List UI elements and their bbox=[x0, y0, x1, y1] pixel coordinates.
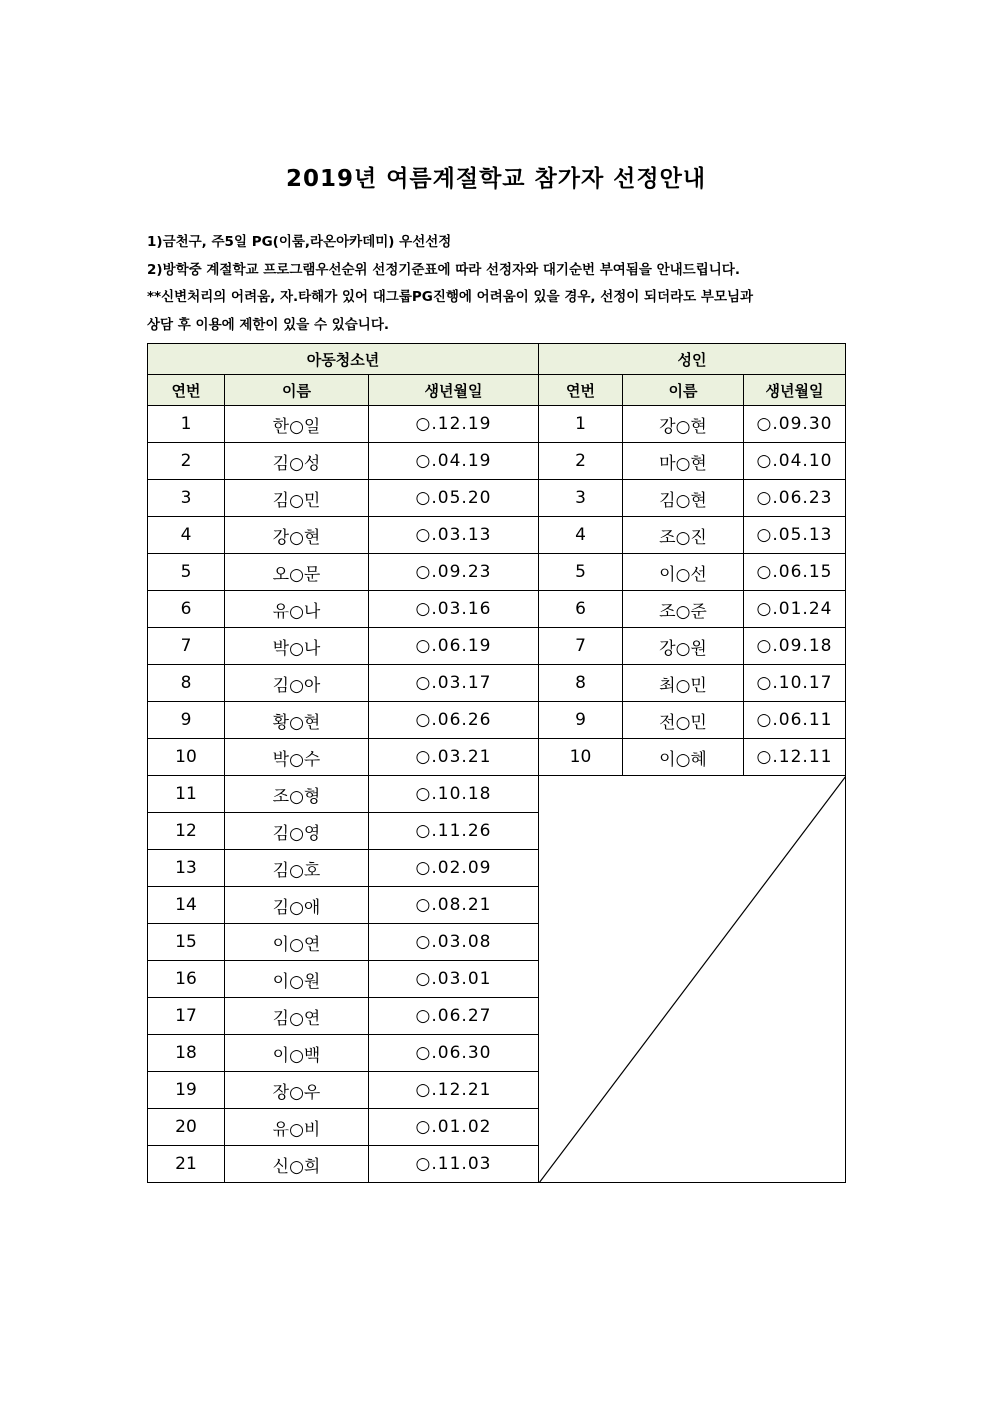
youth-birth-cell: ○.04.19 bbox=[369, 443, 539, 480]
youth-no-cell: 4 bbox=[148, 517, 225, 554]
adult-birth-cell: ○.06.15 bbox=[744, 554, 846, 591]
table-row bbox=[148, 776, 846, 813]
adult-birth-cell: ○.10.17 bbox=[744, 665, 846, 702]
group-header-row bbox=[148, 344, 846, 375]
youth-birth-cell: ○.03.17 bbox=[369, 665, 539, 702]
notice-line: 1)금천구, 주5일 PG(이룸,라온아카데미) 우선선정 bbox=[147, 234, 452, 250]
youth-name-cell: 김○연 bbox=[225, 998, 369, 1035]
youth-birth-cell: ○.11.26 bbox=[369, 813, 539, 850]
youth-birth-cell: ○.06.30 bbox=[369, 1035, 539, 1072]
adult-name-cell: 최○민 bbox=[623, 665, 744, 702]
youth-birth-cell: ○.09.23 bbox=[369, 554, 539, 591]
youth-birth-cell: ○.06.19 bbox=[369, 628, 539, 665]
youth-no-cell: 21 bbox=[148, 1146, 225, 1183]
table-row bbox=[148, 702, 846, 739]
youth-birth-cell: ○.03.01 bbox=[369, 961, 539, 998]
empty-area-diagonal bbox=[539, 776, 846, 1183]
youth-name-cell: 이○백 bbox=[225, 1035, 369, 1072]
adult-birth-cell: ○.01.24 bbox=[744, 591, 846, 628]
youth-birth-cell: ○.12.21 bbox=[369, 1072, 539, 1109]
adult-birth-cell: ○.12.11 bbox=[744, 739, 846, 776]
adult-name-cell: 조○준 bbox=[623, 591, 744, 628]
youth-birth-cell: ○.12.19 bbox=[369, 406, 539, 443]
youth-no-cell: 6 bbox=[148, 591, 225, 628]
youth-birth-cell: ○.03.13 bbox=[369, 517, 539, 554]
notice-line: 상담 후 이용에 제한이 있을 수 있습니다. bbox=[147, 316, 389, 333]
page-title: 2019년 여름계절학교 참가자 선정안내 bbox=[285, 166, 707, 192]
youth-name-cell: 황○현 bbox=[225, 702, 369, 739]
adult-name-cell: 이○혜 bbox=[623, 739, 744, 776]
column-header-no: 연번 bbox=[148, 375, 225, 406]
table-row bbox=[148, 554, 846, 591]
column-header-birth: 생년월일 bbox=[744, 375, 846, 406]
youth-name-cell: 김○민 bbox=[225, 480, 369, 517]
youth-birth-cell: ○.06.27 bbox=[369, 998, 539, 1035]
youth-no-cell: 16 bbox=[148, 961, 225, 998]
table-row bbox=[148, 517, 846, 554]
adult-name-cell: 김○현 bbox=[623, 480, 744, 517]
group-header-adult: 성인 bbox=[539, 344, 846, 375]
youth-name-cell: 강○현 bbox=[225, 517, 369, 554]
youth-name-cell: 유○나 bbox=[225, 591, 369, 628]
notice-line: **신변처리의 어려움, 자.타해가 있어 대그룹PG진행에 어려움이 있을 경우, 선정이 되더라도 부모님과 bbox=[147, 289, 754, 305]
adult-name-cell: 전○민 bbox=[623, 702, 744, 739]
column-header-no: 연번 bbox=[539, 375, 623, 406]
table-row bbox=[148, 739, 846, 776]
adult-no-cell: 10 bbox=[539, 739, 623, 776]
table-row bbox=[148, 443, 846, 480]
youth-no-cell: 12 bbox=[148, 813, 225, 850]
table-row bbox=[148, 628, 846, 665]
youth-no-cell: 5 bbox=[148, 554, 225, 591]
diagonal-line bbox=[539, 776, 846, 1183]
youth-no-cell: 1 bbox=[148, 406, 225, 443]
adult-birth-cell: ○.06.23 bbox=[744, 480, 846, 517]
youth-birth-cell: ○.10.18 bbox=[369, 776, 539, 813]
adult-no-cell: 8 bbox=[539, 665, 623, 702]
table-row bbox=[148, 406, 846, 443]
youth-name-cell: 오○문 bbox=[225, 554, 369, 591]
column-header-name: 이름 bbox=[225, 375, 369, 406]
adult-name-cell: 강○현 bbox=[623, 406, 744, 443]
youth-no-cell: 18 bbox=[148, 1035, 225, 1072]
youth-name-cell: 박○수 bbox=[225, 739, 369, 776]
column-header-name: 이름 bbox=[623, 375, 744, 406]
adult-birth-cell: ○.06.11 bbox=[744, 702, 846, 739]
adult-no-cell: 1 bbox=[539, 406, 623, 443]
youth-birth-cell: ○.02.09 bbox=[369, 850, 539, 887]
adult-no-cell: 2 bbox=[539, 443, 623, 480]
youth-no-cell: 13 bbox=[148, 850, 225, 887]
adult-name-cell: 마○현 bbox=[623, 443, 744, 480]
adult-birth-cell: ○.09.30 bbox=[744, 406, 846, 443]
youth-no-cell: 2 bbox=[148, 443, 225, 480]
column-header-birth: 생년월일 bbox=[369, 375, 539, 406]
youth-name-cell: 김○아 bbox=[225, 665, 369, 702]
adult-name-cell: 이○선 bbox=[623, 554, 744, 591]
youth-no-cell: 9 bbox=[148, 702, 225, 739]
youth-name-cell: 이○연 bbox=[225, 924, 369, 961]
adult-birth-cell: ○.04.10 bbox=[744, 443, 846, 480]
adult-birth-cell: ○.05.13 bbox=[744, 517, 846, 554]
youth-name-cell: 이○원 bbox=[225, 961, 369, 998]
adult-birth-cell: ○.09.18 bbox=[744, 628, 846, 665]
youth-birth-cell: ○.11.03 bbox=[369, 1146, 539, 1183]
youth-name-cell: 김○성 bbox=[225, 443, 369, 480]
adult-no-cell: 7 bbox=[539, 628, 623, 665]
adult-no-cell: 3 bbox=[539, 480, 623, 517]
youth-no-cell: 8 bbox=[148, 665, 225, 702]
youth-name-cell: 조○형 bbox=[225, 776, 369, 813]
table-row bbox=[148, 591, 846, 628]
youth-birth-cell: ○.05.20 bbox=[369, 480, 539, 517]
youth-name-cell: 장○우 bbox=[225, 1072, 369, 1109]
adult-no-cell: 6 bbox=[539, 591, 623, 628]
adult-name-cell: 조○진 bbox=[623, 517, 744, 554]
participant-table bbox=[147, 343, 846, 1183]
adult-name-cell: 강○원 bbox=[623, 628, 744, 665]
youth-no-cell: 19 bbox=[148, 1072, 225, 1109]
notice-block bbox=[147, 229, 867, 339]
youth-name-cell: 김○호 bbox=[225, 850, 369, 887]
youth-no-cell: 20 bbox=[148, 1109, 225, 1146]
youth-name-cell: 박○나 bbox=[225, 628, 369, 665]
column-header-row bbox=[148, 375, 846, 406]
youth-no-cell: 11 bbox=[148, 776, 225, 813]
youth-birth-cell: ○.06.26 bbox=[369, 702, 539, 739]
table-row bbox=[148, 480, 846, 517]
adult-no-cell: 5 bbox=[539, 554, 623, 591]
youth-name-cell: 한○일 bbox=[225, 406, 369, 443]
adult-no-cell: 4 bbox=[539, 517, 623, 554]
youth-name-cell: 김○영 bbox=[225, 813, 369, 850]
group-header-youth: 아동청소년 bbox=[148, 344, 539, 375]
youth-no-cell: 14 bbox=[148, 887, 225, 924]
youth-no-cell: 7 bbox=[148, 628, 225, 665]
youth-no-cell: 3 bbox=[148, 480, 225, 517]
youth-birth-cell: ○.08.21 bbox=[369, 887, 539, 924]
youth-name-cell: 신○희 bbox=[225, 1146, 369, 1183]
youth-birth-cell: ○.03.16 bbox=[369, 591, 539, 628]
youth-no-cell: 10 bbox=[148, 739, 225, 776]
youth-birth-cell: ○.03.08 bbox=[369, 924, 539, 961]
youth-name-cell: 김○애 bbox=[225, 887, 369, 924]
adult-no-cell: 9 bbox=[539, 702, 623, 739]
youth-name-cell: 유○비 bbox=[225, 1109, 369, 1146]
table-row bbox=[148, 665, 846, 702]
youth-birth-cell: ○.03.21 bbox=[369, 739, 539, 776]
youth-no-cell: 17 bbox=[148, 998, 225, 1035]
youth-no-cell: 15 bbox=[148, 924, 225, 961]
youth-birth-cell: ○.01.02 bbox=[369, 1109, 539, 1146]
notice-line: 2)방학중 계절학교 프로그램우선순위 선정기준표에 따라 선정자와 대기순번 부여됨을 안내드립니다. bbox=[147, 261, 740, 278]
